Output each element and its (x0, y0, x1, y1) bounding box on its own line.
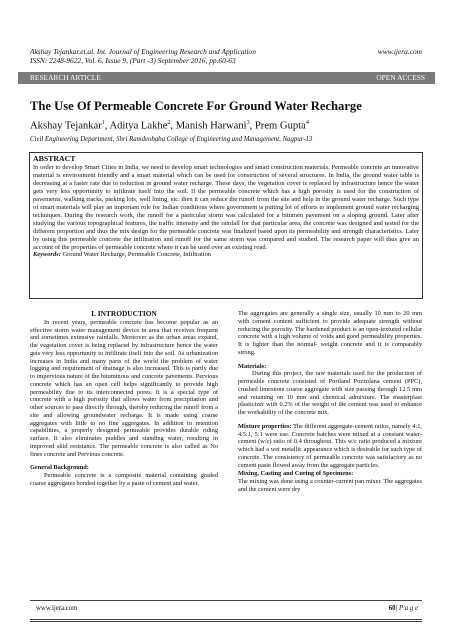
affiliation: Civil Engineering Department, Shri Ramdeobaba College of Engineering and Management, Nagpur-13 (30, 136, 313, 143)
intro-paragraph: In recent years, permeable concrete has become popular as an effective storm water management device in area that receives frequent and sometimes extensive rainfalls. Moreover as the urban areas expand, the vegetation cover is being replaced by infrastructure hence the water gets very less opportunity to infiltrate itself into the soil. As urbanization increases in India and many parts of the world the problem of water logging and requirement of drainage is also increased. This is partly due to impervious nature of the bituminous and concrete pavements. Pervious concrete which has an open cell helps significantly to provide high permeability due to its interconnected pores. It is a special type of concrete with a high porosity that allows water from precipitation and other sources to pass directly through, thereby reducing the runoff from a site and allowing groundwater recharge. It is made using coarse aggregates with little to no fine aggregates. In addition to retention capabilities, a properly designed permeable provides durable riding surface. It also eliminates puddles and standing water, resulting in improved skid resistance. The permeable concrete is also called as No fines concrete and Pervious concrete. (30, 318, 218, 458)
subheading-materials: Materials: (238, 362, 267, 370)
footer-page (389, 605, 418, 612)
journal-website[interactable]: www.ijera.com (377, 47, 422, 56)
author-affiliation-mark: 3 (246, 120, 250, 126)
footer-url[interactable]: www.ijera.com (36, 605, 78, 612)
page-footer (30, 600, 422, 622)
citation-line-1: Akshay Tejankar.et.al. Int. Journal of Engineering Research and Application (30, 47, 256, 56)
author-name: Aditya Lakhe (109, 120, 168, 132)
author-name: Manish Harwani (175, 120, 247, 132)
abstract-body (33, 164, 419, 259)
background-paragraph: Permeable concrete is a composite material containing graded coarse aggregates bonded together by a paste of cement and water. (30, 472, 218, 487)
abstract-box (29, 152, 423, 299)
author-name: Prem Gupta (254, 120, 306, 132)
citation-line-2: ISSN: 2248-9622, Vol. 6, Issue 9, (Part -3) September 2016, pp.60-63 (30, 56, 236, 65)
right-column (238, 310, 422, 494)
mixture-properties-text: The different aggregate-cement ratios, namely 4:1, 4.5:1, 5:1 were use. Concrete batches were mixed at a constant water-cement (w/c) ratio of 0.4 throughout. This w/c ratio produced a mixture which had a wet metallic appearance which is desirable for such type of concrete. The consistency of permeable concrete was satisfactory as no cement paste flowed away from the aggregate particles. (238, 422, 423, 469)
page-number: 60 (388, 605, 396, 612)
mixture-properties-paragraph (238, 423, 422, 470)
page-label: | P a g e (395, 605, 418, 612)
materials-paragraph: During this project, the raw materials used for the production of permeable concrete consisted of Portland Pozzolana cement (PPC), crushed limestone coarse aggregate with size passing through 12.5 mm and retaining on 10 mm and chemical admixture. The masterplast plasticizer with 0.2% of the weight of the cement was used to enhance the workability of the concrete mix. (238, 370, 422, 416)
research-article-label: RESEARCH ARTICLE (30, 73, 101, 82)
subheading-general-background: General Background: (30, 464, 89, 472)
aggregates-paragraph: The aggregates are generally a single size, usually 10 mm to 20 mm with cement content sufficient to provide adequate strength without reducing the porosity. The hardened product is an open-textured cellular concrete with a high volume of voids and good permeability properties. It is lighter than the normal- weight concrete and it is comparably strong. (238, 310, 422, 356)
mixing-label: Mixing, Casting and Curing of Specimens: (238, 470, 354, 478)
article-type-band (18, 72, 435, 84)
abstract-heading: ABSTRACT (33, 154, 76, 163)
left-column (30, 310, 218, 488)
author-affiliation-mark: 2 (167, 120, 171, 126)
paper-title: The Use Of Permeable Concrete For Ground Water Recharge (30, 99, 362, 113)
keywords: Ground Water Recharge, Permeable Concrete, Infiltration (62, 251, 212, 259)
section-heading-introduction: I. INTRODUCTION (91, 309, 157, 318)
mixture-properties-label: Mixture properties: (238, 422, 292, 430)
mixing-paragraph: The mixing was done using a counter-current pan mixer. The aggregates and the cement were dry (238, 478, 422, 493)
open-access-label: OPEN ACCESS (376, 73, 425, 82)
author-name: Akshay Tejankar (30, 120, 102, 132)
citation (30, 47, 290, 65)
author-affiliation-mark: 1 (101, 120, 105, 126)
keywords-label: Keywords: (33, 251, 61, 259)
abstract-text: In order to develop Smart Cities in India, we need to develop smart technologies and smart construction materials. Permeable concrete an innovative material is environment friendly and a smart material which can be used for construction of several structures. In India, the ground water table is decreasing at a faster rate due to reduction in ground water recharge. These days, the vegetation cover is replaced by infrastructure hence the water gets very less opportunity to infiltrate itself into the soil. If the permeable concrete which has a high porosity is used for the construction of pavements, walking tracks, parking lots, well lining, etc. then it can reduce the runoff from the site and help in the ground water recharge. Such type of smart materials will play an important role for Indian conditions where government is putting lot of efforts to implement ground water recharging techniques. During the research work, the runoff for a particular storm was calculated for a bitumen pavement on a sloping ground. Later after studying the various topographical features, the traffic intensity and the rainfall for that particular area, the concrete was designed and tested for the different proportion and thus the mix design for the permeable concrete was finalized based upon its permeability and strength characteristics. Later by using this permeable concrete the infiltration and runoff for the same storm was compared and studied. The research paper will thus give an account of the properties of permeable concrete where it can be used over an existing road. (33, 164, 419, 251)
author-affiliation-mark: 4 (305, 120, 309, 126)
author-list: Akshay Tejankar$^1$, Aditya Lakhe$^2$, Manish Harwani$^3$, Prem Gupta$^4$ (30, 120, 309, 132)
